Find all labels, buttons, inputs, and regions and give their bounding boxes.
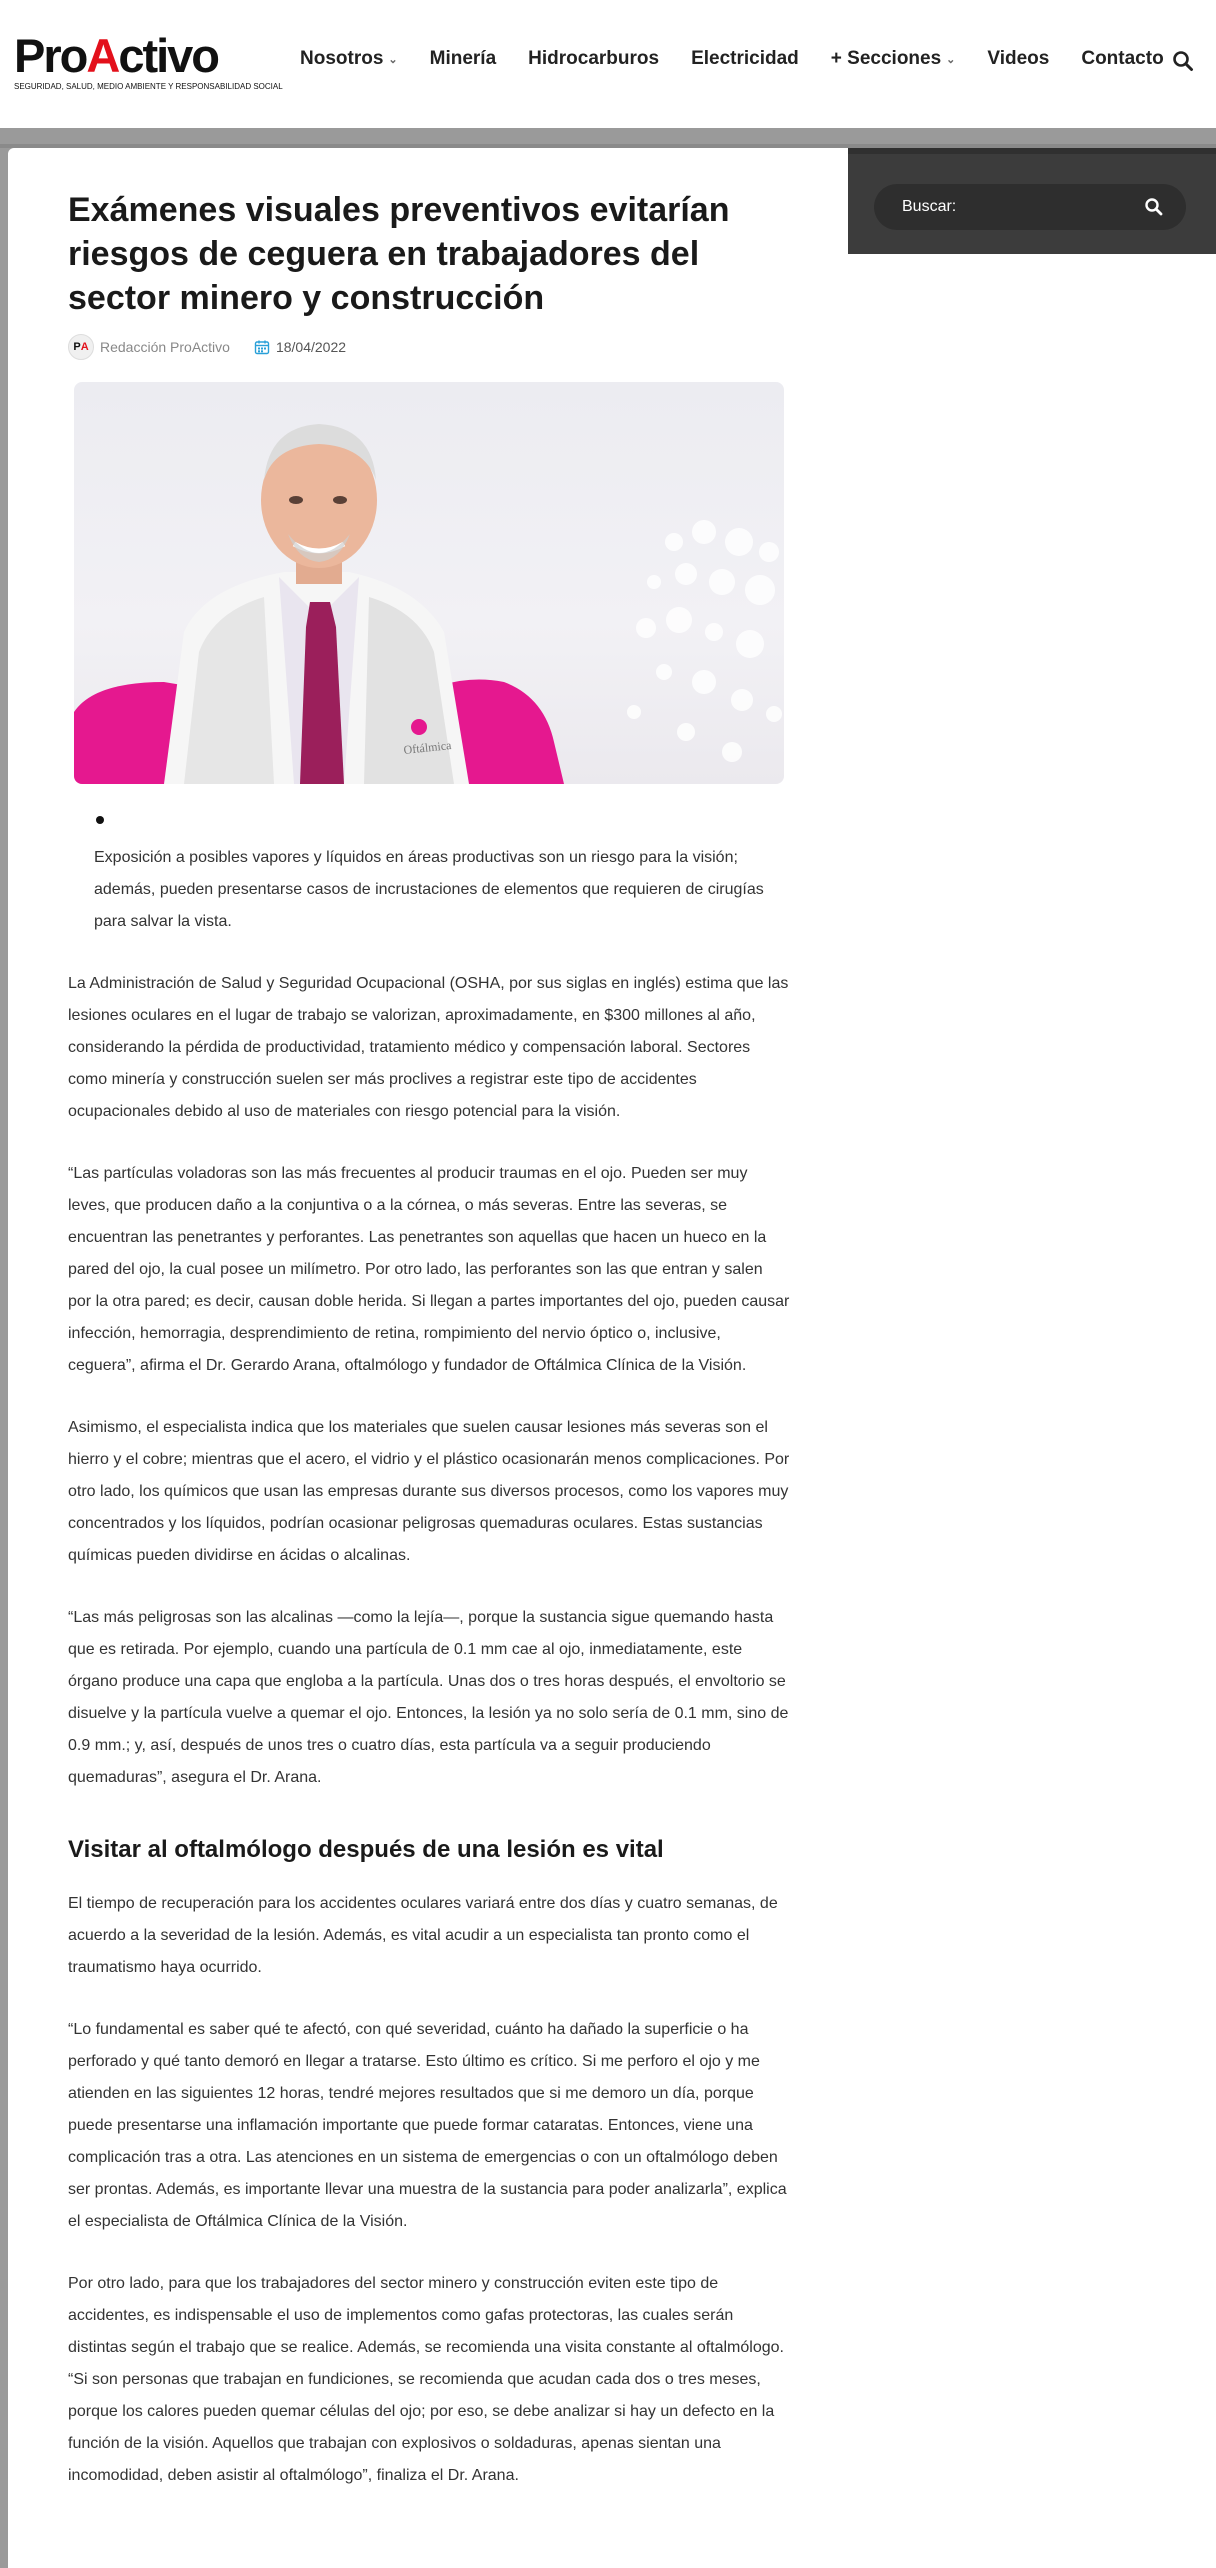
article xyxy=(68,188,798,2492)
bullet-dot xyxy=(96,816,104,824)
site-header xyxy=(0,0,1216,128)
nav-item-contacto[interactable]: Contacto xyxy=(1081,48,1164,69)
search-icon[interactable] xyxy=(1172,50,1194,72)
article-paragraph: “Las partículas voladoras son las más frecuentes al producir traumas en el ojo. Pueden ser muy leves, que producen daño a la conjuntiva o a la córnea, o más severas. Entre las severas, se encuentran las penetrantes y perforantes. Las penetrantes son aquellas que hacen un hueco en la pared del ojo, la cual posee un milímetro. Por otro lado, las perforantes son las que entran y salen por la otra pared; es decir, causan doble herida. Si llegan a partes importantes del ojo, pueden causar infección, hemorragia, desprendimiento de retina, rompimiento del nervio óptico o, inclusive, ceguera”, afirma el Dr. Gerardo Arana, oftalmólogo y fundador de Oftálmica Clínica de la Visión. xyxy=(68,1165,790,1374)
sidebar xyxy=(848,148,1216,2568)
hero-brand-text: Oftálmica xyxy=(402,738,453,757)
article-hero-image xyxy=(74,382,784,784)
doctor-portrait-illustration xyxy=(74,382,784,784)
article-lead: Exposición a posibles vapores y líquidos en áreas productivas son un riesgo para la visión; además, pueden presentarse casos de incrustaciones de elementos que requieren de cirugías para salvar la vista. xyxy=(94,849,764,930)
chevron-down-icon: ⌄ xyxy=(388,53,398,66)
article-title: Exámenes visuales preventivos evitarían riesgos de ceguera en trabajadores del sector minero y construcción xyxy=(68,191,730,317)
nav-item-videos[interactable]: Videos xyxy=(987,48,1050,69)
chevron-down-icon: ⌄ xyxy=(946,53,956,66)
search-input[interactable] xyxy=(902,195,1132,219)
article-date: 18/04/2022 xyxy=(275,339,347,355)
main-nav xyxy=(300,48,1196,70)
article-paragraph: “Lo fundamental es saber qué te afectó, con qué severidad, cuánto ha dañado la superficie o ha perforado y qué tanto demoró en llegar a tratarse. Esto último es crítico. Si me perforo el ojo y me atienden en las siguientes 12 horas, tendré mejores resultados que si me demoro un día, porque puede presentarse una inflamación importante que puede formar cataratas. Entonces, viene una complicación tras a otra. Las atenciones en un sistema de emergencias o con un oftalmólogo deben ser prontas. Además, es importante llevar una muestra de la sustancia para poder analizarla”, explica el especialista de Oftálmica Clínica de la Visión. xyxy=(68,2021,787,2230)
sidebar-search-box[interactable] xyxy=(874,184,1186,230)
article-paragraph: El tiempo de recuperación para los accidentes oculares variará entre dos días y cuatro semanas, de acuerdo a la severidad de la lesión. Además, es vital acudir a un especialista tan pronto como el traumatismo haya ocurrido. xyxy=(68,1895,778,1976)
article-paragraph: La Administración de Salud y Seguridad Ocupacional (OSHA, por sus siglas en inglés) estima que las lesiones oculares en el lugar de trabajo se valorizan, aproximadamente, en $300 millones al año, considerando la pérdida de productividad, tratamiento médico y compensación laboral. Sectores como minería y construcción suelen ser más proclives a registrar este tipo de accidentes ocupacionales debido al uso de materiales con riesgo potencial para la visión. xyxy=(68,975,789,1120)
nav-item-electricidad[interactable]: Electricidad xyxy=(691,48,799,69)
author-name[interactable]: Redacción ProActivo xyxy=(100,339,230,355)
calendar-icon xyxy=(254,339,270,355)
sidebar-search-panel xyxy=(848,148,1216,254)
logo-wordmark: ProActivo xyxy=(14,29,219,82)
author-avatar: P A xyxy=(68,334,94,360)
article-card xyxy=(8,148,848,2568)
article-subheading: Visitar al oftalmólogo después de una lesión es vital xyxy=(68,1836,664,1863)
article-paragraph: Asimismo, el especialista indica que los materiales que suelen causar lesiones más severas son el hierro y el cobre; mientras que el acero, el vidrio y el plástico ocasionarán menos complicaciones. Por otro lado, los químicos que usan las empresas durante sus diversos procesos, como los vapores muy concentrados y los líquidos, podrían ocasionar peligrosas quemaduras oculares. Estas sustancias químicas pueden dividirse en ácidas o alcalinas. xyxy=(68,1419,790,1564)
nav-item-hidrocarburos[interactable]: Hidrocarburos xyxy=(528,48,660,69)
search-icon[interactable] xyxy=(1144,197,1164,217)
article-meta xyxy=(68,334,798,360)
proactivo-logo[interactable] xyxy=(14,29,283,94)
article-paragraph: “Las más peligrosas son las alcalinas —como la lejía—, porque la sustancia sigue quemando hasta que es retirada. Por ejemplo, cuando una partícula de 0.1 mm cae al ojo, inmediatamente, este órgano produce una capa que engloba a la partícula. Unas dos o tres horas después, el envoltorio se disuelve y la partícula vuelve a quemar el ojo. Entonces, la lesión ya no solo sería de 0.1 mm, sino de 0.9 mm.; y, así, después de unos tres o cuatro días, esta partícula va a seguir produciendo quemaduras”, asegura el Dr. Arana. xyxy=(68,1609,789,1786)
article-paragraph: Por otro lado, para que los trabajadores del sector minero y construcción eviten este tipo de accidentes, es indispensable el uso de implementos como gafas protectoras, las cuales serán distintas según el trabajo que se realice. Además, se recomienda una visita constante al oftalmólogo. “Si son personas que trabajan en fundiciones, se recomienda que acudan cada dos o tres meses, porque los calores pueden quemar células del ojo; por eso, se debe analizar si hay un defecto en la función de la visión. Aquellos que trabajan con explosivos o soldaduras, apenas sientan una incomodidad, deben asistir al oftalmólogo”, finaliza el Dr. Arana. xyxy=(68,2275,784,2484)
header-divider xyxy=(0,128,1216,148)
nav-item-mineria[interactable]: Minería xyxy=(429,48,497,69)
logo-tagline: SEGURIDAD, SALUD, MEDIO AMBIENTE Y RESPONSABILIDAD SOCIAL xyxy=(14,82,283,91)
nav-item-secciones[interactable]: + Secciones ⌄ xyxy=(830,48,956,69)
nav-item-nosotros[interactable]: Nosotros ⌄ xyxy=(300,48,398,69)
